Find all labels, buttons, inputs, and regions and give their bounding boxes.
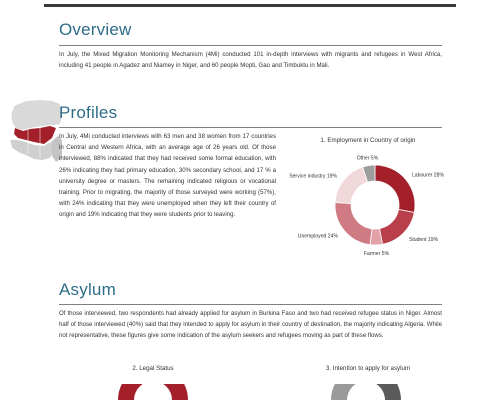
overview-paragraph: In July, the Mixed Migration Monitoring Mechanism (4Mi) conducted 101 in-depth interviews with migrants and refugees in West Africa, including 41 people in Agadez and Niamey in Niger, and 60 people Mopti, Gao and Timbuktu in Mali.: [59, 51, 442, 70]
employment-chart-title: 1. Employment in Country of origin: [320, 137, 416, 144]
employment-label-labourer: Labourer 28%: [411, 172, 444, 179]
employment-label-farmer: Farmer 5%: [363, 250, 390, 257]
asylum-intention-donut-left: [331, 384, 366, 400]
employment-label-unemployed: Unemployed 24%: [297, 233, 339, 240]
overview-heading: Overview: [59, 20, 132, 39]
employment-donut-chart: [280, 150, 470, 272]
employment-slice-unemployed: [335, 202, 372, 244]
employment-slice-labourer: [375, 165, 415, 213]
employment-slice-service-industry: [335, 167, 368, 204]
employment-label-student: Student 19%: [408, 236, 439, 243]
west-africa-map: [6, 98, 62, 164]
map-north-africa: [11, 100, 61, 130]
asylum-paragraph: Of those interviewed, two respondents had already applied for asylum in Burkina Faso and two had received refugee status in Niger. Almost half of those interviewed (40%) said that they intended to apply for asylum in their country of destination, the majority indicating Algeria. While not representative, these figures give some indication of the asylum seekers and refugees moving as part of these flows.: [59, 310, 442, 340]
profiles-heading: Profiles: [59, 103, 118, 122]
asylum-rule: [59, 304, 442, 305]
legal-status-donut-chart: [116, 384, 190, 400]
top-rule: [44, 4, 456, 7]
asylum-intention-donut-right: [366, 384, 401, 400]
asylum-intention-chart-title: 3. Intention to apply for asylum: [325, 365, 411, 372]
legal-status-chart-title: 2. Legal Status: [132, 365, 174, 372]
employment-label-service-industry: Service industry 19%: [289, 173, 338, 180]
map-coastal-west-africa: [10, 140, 54, 160]
asylum-intention-donut-chart: [329, 384, 403, 400]
legal-status-donut-top: [118, 384, 188, 400]
asylum-heading: Asylum: [59, 280, 116, 299]
profiles-rule: [59, 127, 442, 128]
overview-rule: [59, 45, 442, 46]
profiles-paragraph: In July, 4Mi conducted interviews with 63 men and 38 women from 17 countries in Central and Western Africa, with an average age of 26 years old. Of those interviewed, 88% indicated that they had received some formal education, with 26% indicating they had primary education, 30% secondary school, and 17 % a university degree or masters. The remaining indicated religious or vocational training. Prior to migrating, the majority of those surveyed were working (57%), with 24% indicating that they were unemployed when they left their country of origin and 19% indicating that they were students prior to leaving.: [59, 133, 276, 219]
employment-label-other: Other 5%: [356, 155, 379, 162]
